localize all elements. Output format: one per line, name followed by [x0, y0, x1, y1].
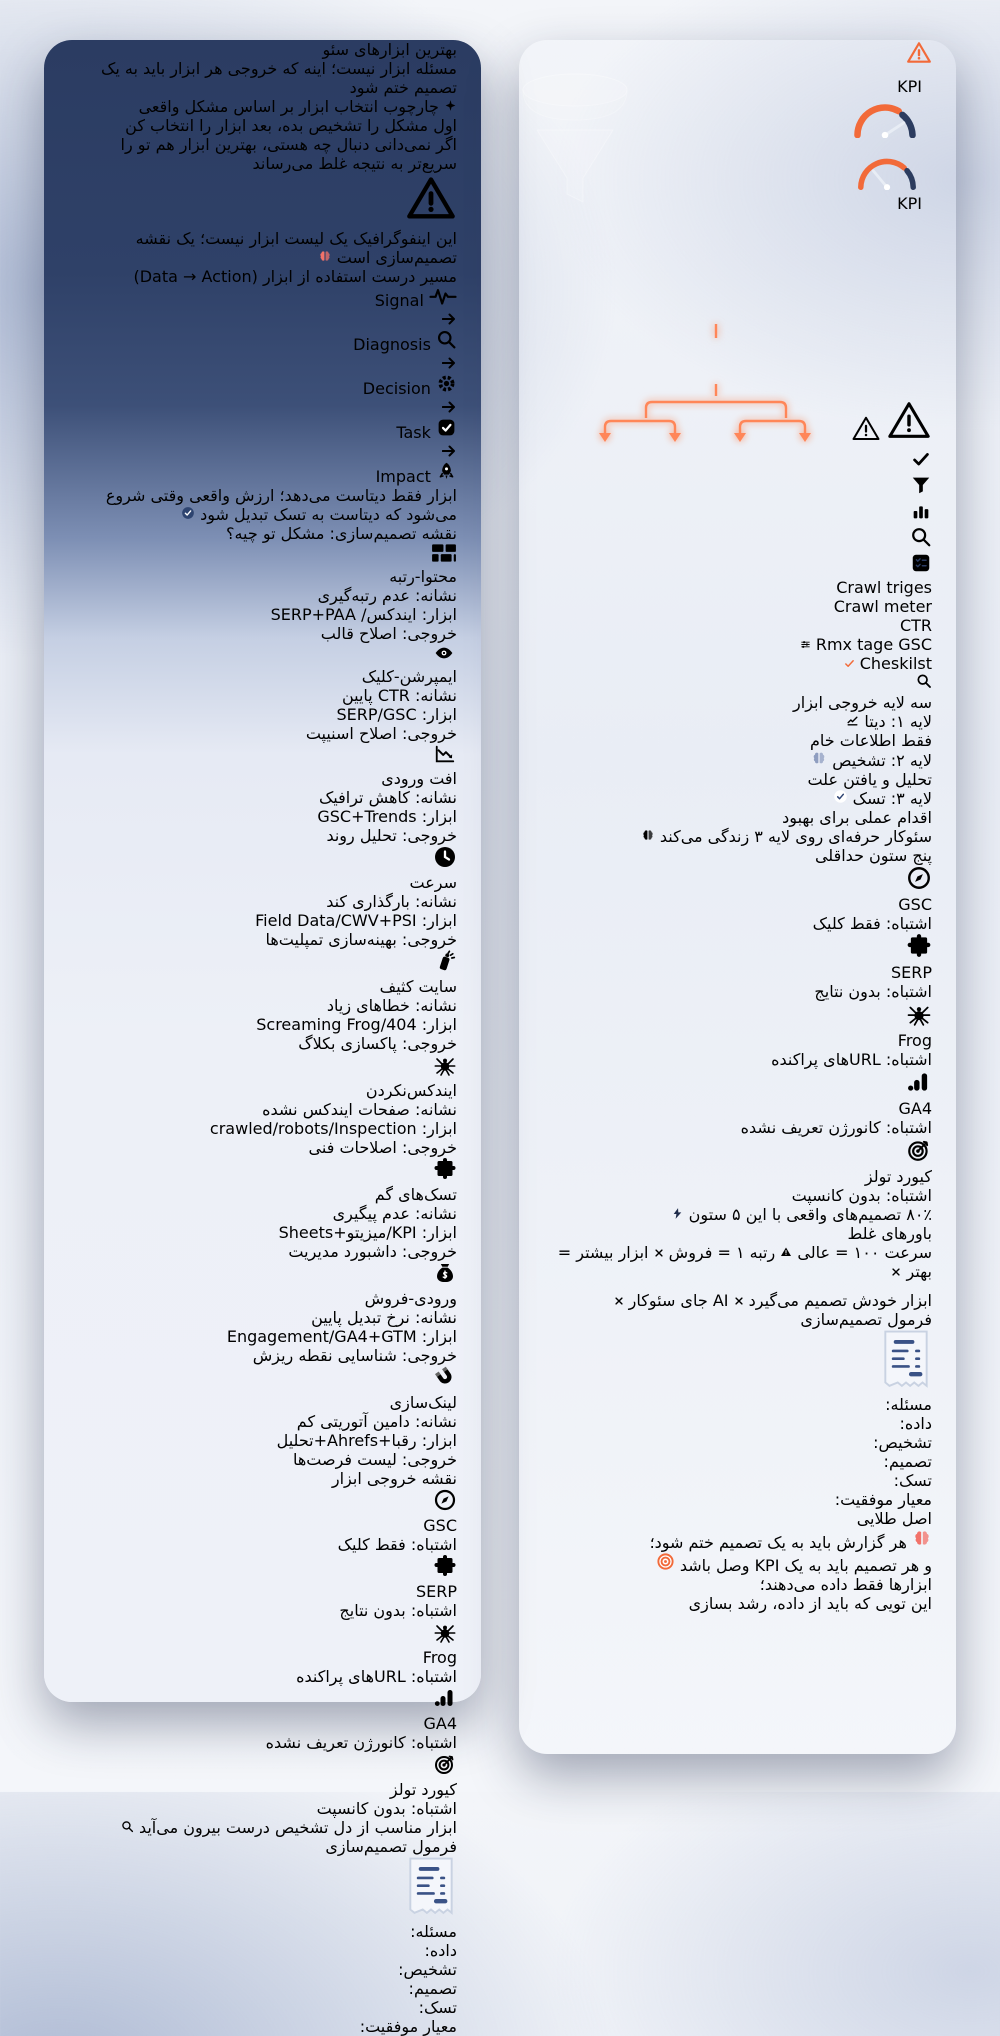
- pillar-cards-row: [543, 865, 932, 1205]
- funnel-icon: [910, 474, 932, 496]
- gauge-icon: [848, 96, 922, 138]
- ghost-warning-icon: [886, 429, 932, 448]
- card-traffic-drop: افت ورودی نشانه: کاهش ترافیک ابزار: GSC+Trends خروجی: تحلیل روند: [68, 743, 457, 845]
- funnel-tile: [543, 474, 932, 500]
- tool-card-serp: SERP اشتباه: بدون نتایج: [543, 933, 932, 1001]
- section-golden-rule: اصل طلایی: [856, 1509, 932, 1528]
- sliders-card: [543, 597, 932, 635]
- section-data-action: مسیر درست استفاده از ابزار (Data → Action): [133, 267, 457, 286]
- footer-message: ابزارها فقط داده می‌دهند؛ این تویی که باید از داده، رشد بسازی: [688, 1575, 932, 1613]
- tool-card-ga4: GA4 اشتباه: کانورژن تعریف نشده: [543, 1069, 932, 1137]
- warning-icon: [405, 210, 457, 229]
- golden-statement-line-2: و هر تصمیم باید به یک KPI وصل باشد: [543, 1552, 932, 1575]
- card-not-indexing: ایندکس‌نکردن نشانه: صفحات ایندکس نشده ابزار: crawled/robots/Inspection خروجی: اصلاحات فنی: [68, 1053, 457, 1157]
- compass-icon: [906, 876, 932, 895]
- formula-field-decision[interactable]: تصمیم:: [408, 1979, 457, 1998]
- crawl-meter-label: Crawl meter: [833, 597, 932, 616]
- framework-badge: [68, 97, 457, 116]
- receipt-icon: [405, 1903, 457, 1922]
- step-diagnosis: Diagnosis: [68, 329, 457, 354]
- chart-tile: [543, 500, 932, 526]
- arrow-right-icon: [442, 442, 457, 461]
- step-decision: Decision: [68, 373, 457, 398]
- clock-icon: [433, 854, 457, 873]
- formula-field-success-metric[interactable]: معیار موفقیت:: [359, 2017, 457, 2036]
- spider-icon: [433, 1062, 457, 1081]
- x-icon: [891, 1262, 901, 1281]
- search-icon: [916, 673, 932, 689]
- brain-icon: [912, 1533, 932, 1552]
- myth-pill: سرعت ۱۰۰ = عالی: [775, 1243, 932, 1262]
- mini-chart-icon: [846, 712, 859, 731]
- card-dirty-site: سایت کثیف نشانه: خطاهای زیاد ابزار: 404/Screaming Frog خروجی: پاکسازی بکلاگ: [68, 949, 457, 1053]
- bolt-icon: [671, 1205, 684, 1224]
- bricks-icon: [431, 548, 457, 567]
- section-formula-right: فرمول تصمیم‌سازی: [800, 1310, 932, 1329]
- magnet-icon: [433, 1374, 457, 1393]
- tool-card-keyword-tools: کیورد تولز اشتباه: بدون کانسپت: [543, 1137, 932, 1205]
- right-panel: [519, 40, 956, 1754]
- card-speed: سرعت نشانه: بارگذاری کند ابزار: Field Data/CWV+PSI خروجی: بهینه‌سازی تمپلیت‌ها: [68, 845, 457, 949]
- puzzle-icon: [906, 944, 932, 963]
- signal-icon: [429, 291, 457, 310]
- chart-down-icon: [433, 750, 457, 769]
- eye-icon: [431, 648, 457, 667]
- pyramid-layer-2-diagnosis: لایه ۲: تشخیص تحلیل و یافتن علت: [807, 751, 932, 789]
- receipt-icon: [880, 1376, 932, 1395]
- x-icon: [654, 1243, 664, 1262]
- pyramid-caption-wrap: [543, 827, 932, 846]
- section-five-pillars: پنج ستون حداقلی: [814, 846, 932, 865]
- formula-window-left: [68, 1856, 457, 2036]
- card-impression-click: ایمپرشن-کلیک نشانه: CTR پایین ابزار: SERP/GSC خروجی: اصلاح اسنیپت: [68, 643, 457, 743]
- tool-card-frog: Frog اشتباه: URLهای پراکنده: [543, 1001, 932, 1069]
- formula-field-task[interactable]: تسک:: [418, 1998, 457, 2017]
- formula-field-diagnosis[interactable]: تشخیص:: [873, 1433, 932, 1452]
- kpi-label: KPI: [897, 194, 922, 213]
- hero-illustration: [543, 40, 932, 693]
- toggle-card: [543, 40, 932, 70]
- gauge-icon: [852, 150, 922, 190]
- rmx-tage-button[interactable]: Rmx tage: [815, 635, 894, 654]
- checklist-tile: [543, 552, 932, 578]
- myth-pills-row-1: [543, 1243, 932, 1281]
- sliders-icon: [800, 639, 811, 650]
- left-panel: [44, 40, 481, 2036]
- section-decision-map: نقشه تصمیم‌سازی: مشکل تو چیه؟: [225, 524, 457, 543]
- warning-icon: [906, 51, 932, 70]
- bar-chart-icon: [910, 500, 932, 522]
- framework-badge-label: چارچوب انتخاب ابزار بر اساس مشکل واقعی: [138, 97, 439, 116]
- spray-icon: [433, 958, 457, 977]
- checklist-button[interactable]: Cheskilst: [543, 654, 932, 673]
- target-icon: [906, 1148, 932, 1167]
- myth-pill: رتبه ۱ = فروش: [648, 1243, 775, 1262]
- myth-pill: AI جای سئوکار: [614, 1291, 729, 1310]
- money-bag-icon: [433, 1270, 457, 1289]
- compass-icon: [433, 1497, 457, 1516]
- bar-chart-icon: [906, 1080, 932, 1099]
- arrow-right-icon: [442, 398, 457, 417]
- pyramid-layer-1-data: لایه ۱: دیتا فقط اطلاعات خام: [810, 712, 932, 750]
- spider-icon: [906, 1012, 932, 1031]
- magnifier-icon: [910, 526, 932, 548]
- spider-icon: [433, 1629, 457, 1648]
- check-square-icon: [436, 423, 457, 442]
- section-myths: باورهای غلط: [847, 1224, 932, 1243]
- tool-card-frog: Frog اشتباه: URLهای پراکنده: [68, 1620, 457, 1686]
- formula-field-decision[interactable]: تصمیم:: [883, 1452, 932, 1471]
- search-button[interactable]: [543, 673, 932, 693]
- formula-field-data[interactable]: داده:: [424, 1941, 457, 1960]
- card-link-building: لینک‌سازی نشانه: دامین آتوریتی کم ابزار: رقبا+Ahrefs+تحلیل خروجی: لیست فرصت‌ها: [68, 1365, 457, 1469]
- kpi-gauge-card-2: [838, 144, 932, 220]
- card-content-rank: محتوا-رتبه نشانه: عدم رتبه‌گیری ابزار: ایندکس/ SERP+PAA خروجی: اصلاح قالب: [68, 543, 457, 643]
- map-note: این اینفوگرافیک یک لیست ابزار نیست؛ یک نقشه تصمیم‌سازی است: [135, 229, 457, 267]
- section-tool-output-map: نقشه خروجی ابزار: [331, 1469, 457, 1488]
- formula-field-success-metric[interactable]: معیار موفقیت:: [834, 1490, 932, 1509]
- puzzle-icon: [433, 1166, 457, 1185]
- flow-connectors: [546, 220, 846, 444]
- formula-field-diagnosis[interactable]: تشخیص:: [398, 1960, 457, 1979]
- formula-field-problem[interactable]: مسئله:: [885, 1395, 932, 1414]
- tool-card-ga4: GA4 اشتباه: کانورژن تعریف نشده: [68, 1686, 457, 1752]
- section-formula-left: فرمول تصمیم‌سازی: [325, 1837, 457, 1856]
- formula-window-right: [543, 1329, 932, 1509]
- tool-cards-row: [68, 1488, 457, 1818]
- myth-pill: ابزار خودش تصمیم می‌گیرد: [728, 1291, 932, 1310]
- myth-pill: ابزار بیشتر = بهتر: [557, 1243, 932, 1281]
- search-tile: [543, 526, 932, 552]
- ghost-warning-icon: [851, 429, 881, 448]
- card-lost-tasks: تسک‌های گم نشانه: عدم پیگیری ابزار: KPI/میزیتو+Sheets خروجی: داشبورد مدیریت: [68, 1157, 457, 1261]
- section-diagnose-first: اول مشکل را تشخیص بده، بعد ابزار را انتخاب کن: [125, 116, 457, 135]
- kpi-label: KPI: [897, 77, 922, 96]
- tool-card-keyword-tools: کیورد تولز اشتباه: بدون کانسپت: [68, 1752, 457, 1818]
- formula-field-data[interactable]: داده:: [899, 1414, 932, 1433]
- output-pyramid: [543, 712, 932, 827]
- title-card: [68, 40, 457, 59]
- rocket-icon: [436, 467, 457, 486]
- page-subtitle: مسئله ابزار نیست؛ اینه که خروجی هر ابزار باید به یک تصمیم ختم شود: [101, 59, 457, 97]
- tool-card-gsc: GSC اشتباه: فقط کلیک: [68, 1488, 457, 1554]
- card-traffic-sales: ورودی-فروش نشانه: نرخ تبدیل پایین ابزار: Engagement/GA4+GTM خروجی: شناسایی نقطه ریزش: [68, 1261, 457, 1365]
- kpi-gauge-card: [838, 70, 932, 144]
- x-icon: [734, 1291, 744, 1310]
- warning-icon: [780, 1243, 792, 1262]
- magnifier-icon: [436, 335, 457, 354]
- tool-caption-pill: ابزار مناسب از دل تشخیص درست بیرون می‌آید: [68, 1818, 457, 1837]
- arrow-right-icon: [442, 310, 457, 329]
- header-card: [68, 40, 457, 116]
- buttons-card: [543, 635, 932, 654]
- formula-field-task[interactable]: تسک:: [893, 1471, 932, 1490]
- tool-card-gsc: GSC اشتباه: فقط کلیک: [543, 865, 932, 933]
- pyramid-layer-3-task: لایه ۳: تسک اقدام عملی برای بهبود: [782, 789, 932, 827]
- step-impact: Impact: [68, 461, 457, 486]
- target-icon: [433, 1761, 457, 1780]
- puzzle-icon: [433, 1563, 457, 1582]
- sparkle-icon: [444, 99, 457, 112]
- gear-icon: [436, 379, 457, 398]
- page-title: بهترین ابزارهای سئو: [322, 40, 457, 59]
- pillars-caption-wrap: [543, 1205, 932, 1224]
- decision-card-grid: [68, 543, 457, 1469]
- myth-pills-row-2: [543, 1291, 932, 1310]
- warning-card: اگر نمی‌دانی دنبال چه هستی، بهترین ابزار هم تو را سریع‌تر به نتیجه غلط می‌رساند: [68, 135, 457, 229]
- arrow-right-icon: [442, 354, 457, 373]
- ctr-label: CTR: [899, 616, 932, 635]
- section-three-layers: سه لایه خروجی ابزار: [793, 693, 932, 712]
- dataset-note: ابزار فقط دیتاست می‌دهد؛ ارزش واقعی وقتی شروع می‌شود که دیتاست به تسک تبدیل شود: [105, 486, 457, 524]
- pyramid-caption-pill: سئوکار حرفه‌ای روی لایه ۳ زندگی می‌کند: [543, 827, 932, 846]
- golden-statement-line-1: هر گزارش باید به یک تصمیم ختم شود؛: [543, 1528, 932, 1552]
- gsc-button[interactable]: GSC: [800, 635, 932, 654]
- step-signal: Signal: [68, 286, 457, 310]
- data-action-flow: [68, 286, 457, 486]
- check-circle-icon: [181, 505, 195, 524]
- check-circle-icon: [833, 789, 848, 808]
- tool-caption-wrap: [68, 1818, 457, 1837]
- funnel-illustration: [519, 68, 631, 222]
- brain-icon: [641, 827, 655, 846]
- bar-chart-icon: [433, 1695, 457, 1714]
- crawl-pill: Crawl triges: [836, 578, 932, 597]
- x-icon: [614, 1291, 624, 1310]
- search-icon: [121, 1818, 134, 1837]
- step-task: Task: [68, 417, 457, 442]
- target-icon: [656, 1556, 675, 1575]
- check-icon: [844, 658, 855, 669]
- tool-card-serp: SERP اشتباه: بدون نتایج: [68, 1554, 457, 1620]
- brain-icon: [811, 751, 827, 770]
- checklist-icon: [910, 552, 932, 574]
- pillars-caption-pill: ۸۰٪ تصمیم‌های واقعی با این ۵ ستون: [543, 1205, 932, 1224]
- check-icon: [910, 455, 932, 474]
- brain-icon: [318, 248, 332, 267]
- formula-field-problem[interactable]: مسئله:: [410, 1922, 457, 1941]
